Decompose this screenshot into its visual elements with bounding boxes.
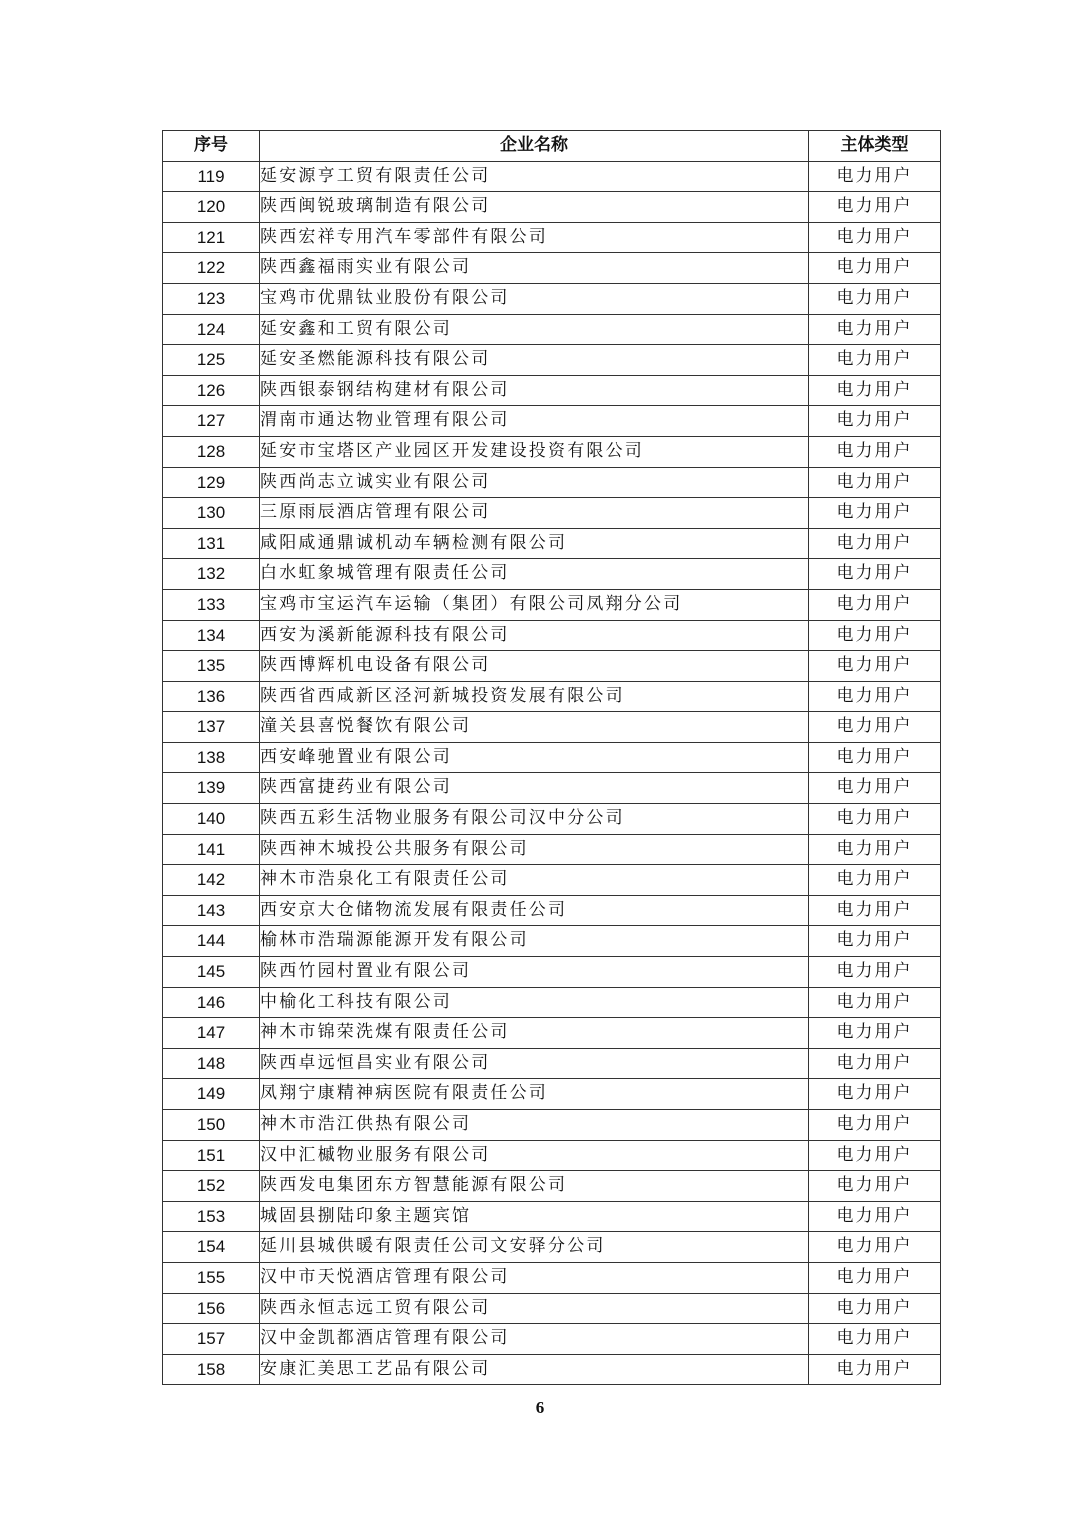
- header-seq: 序号: [163, 131, 260, 162]
- row-company-name: 陕西银泰钢结构建材有限公司: [260, 375, 809, 406]
- table-row: [163, 528, 941, 559]
- row-entity-type: 电力用户: [809, 589, 941, 620]
- row-seq: 156: [163, 1293, 260, 1324]
- row-entity-type: 电力用户: [809, 1171, 941, 1202]
- row-company-name: 城固县捌陆印象主题宾馆: [260, 1201, 809, 1232]
- row-entity-type: 电力用户: [809, 436, 941, 467]
- table-row: [163, 620, 941, 651]
- row-seq: 137: [163, 712, 260, 743]
- table-row: [163, 1354, 941, 1385]
- row-seq: 140: [163, 804, 260, 835]
- row-seq: 152: [163, 1171, 260, 1202]
- row-company-name: 咸阳咸通鼎诚机动车辆检测有限公司: [260, 528, 809, 559]
- row-company-name: 凤翔宁康精神病医院有限责任公司: [260, 1079, 809, 1110]
- row-entity-type: 电力用户: [809, 375, 941, 406]
- row-seq: 147: [163, 1018, 260, 1049]
- row-company-name: 安康汇美思工艺品有限公司: [260, 1354, 809, 1385]
- row-company-name: 陕西鑫福雨实业有限公司: [260, 253, 809, 284]
- table-row: [163, 467, 941, 498]
- table-row: [163, 651, 941, 682]
- enterprise-table: [162, 130, 941, 1385]
- row-company-name: 延安源亨工贸有限责任公司: [260, 161, 809, 192]
- row-seq: 135: [163, 651, 260, 682]
- row-entity-type: 电力用户: [809, 1140, 941, 1171]
- row-entity-type: 电力用户: [809, 1354, 941, 1385]
- row-entity-type: 电力用户: [809, 865, 941, 896]
- row-company-name: 汉中汇槭物业服务有限公司: [260, 1140, 809, 1171]
- row-company-name: 陕西博辉机电设备有限公司: [260, 651, 809, 682]
- row-entity-type: 电力用户: [809, 712, 941, 743]
- row-company-name: 渭南市通达物业管理有限公司: [260, 406, 809, 437]
- table-row: [163, 1048, 941, 1079]
- row-seq: 146: [163, 987, 260, 1018]
- table-row: [163, 436, 941, 467]
- row-entity-type: 电力用户: [809, 1018, 941, 1049]
- table-row: [163, 375, 941, 406]
- row-entity-type: 电力用户: [809, 253, 941, 284]
- table-row: [163, 1262, 941, 1293]
- row-seq: 138: [163, 742, 260, 773]
- row-entity-type: 电力用户: [809, 834, 941, 865]
- row-company-name: 宝鸡市宝运汽车运输（集团）有限公司凤翔分公司: [260, 589, 809, 620]
- row-company-name: 陕西富捷药业有限公司: [260, 773, 809, 804]
- row-company-name: 汉中金凯都酒店管理有限公司: [260, 1324, 809, 1355]
- row-entity-type: 电力用户: [809, 895, 941, 926]
- table-row: [163, 222, 941, 253]
- table-row: [163, 712, 941, 743]
- header-type: 主体类型: [809, 131, 941, 162]
- table-row: [163, 283, 941, 314]
- row-seq: 122: [163, 253, 260, 284]
- row-seq: 153: [163, 1201, 260, 1232]
- row-seq: 132: [163, 559, 260, 590]
- row-company-name: 榆林市浩瑞源能源开发有限公司: [260, 926, 809, 957]
- row-seq: 139: [163, 773, 260, 804]
- row-entity-type: 电力用户: [809, 192, 941, 223]
- table-row: [163, 773, 941, 804]
- row-seq: 129: [163, 467, 260, 498]
- row-seq: 127: [163, 406, 260, 437]
- table-row: [163, 1324, 941, 1355]
- table-row: [163, 1171, 941, 1202]
- row-company-name: 陕西竹园村置业有限公司: [260, 957, 809, 988]
- row-entity-type: 电力用户: [809, 773, 941, 804]
- row-company-name: 西安为溪新能源科技有限公司: [260, 620, 809, 651]
- row-company-name: 神木市浩泉化工有限责任公司: [260, 865, 809, 896]
- table-row: [163, 345, 941, 376]
- row-company-name: 汉中市天悦酒店管理有限公司: [260, 1262, 809, 1293]
- row-seq: 128: [163, 436, 260, 467]
- row-company-name: 陕西尚志立诚实业有限公司: [260, 467, 809, 498]
- row-seq: 155: [163, 1262, 260, 1293]
- table-row: [163, 1293, 941, 1324]
- table-row: [163, 834, 941, 865]
- row-seq: 141: [163, 834, 260, 865]
- row-company-name: 宝鸡市优鼎钛业股份有限公司: [260, 283, 809, 314]
- row-entity-type: 电力用户: [809, 161, 941, 192]
- row-seq: 134: [163, 620, 260, 651]
- row-seq: 149: [163, 1079, 260, 1110]
- table-row: [163, 804, 941, 835]
- row-seq: 142: [163, 865, 260, 896]
- table-row: [163, 895, 941, 926]
- row-company-name: 延安市宝塔区产业园区开发建设投资有限公司: [260, 436, 809, 467]
- row-seq: 136: [163, 681, 260, 712]
- row-entity-type: 电力用户: [809, 559, 941, 590]
- row-entity-type: 电力用户: [809, 957, 941, 988]
- row-seq: 120: [163, 192, 260, 223]
- table-row: [163, 253, 941, 284]
- row-seq: 157: [163, 1324, 260, 1355]
- row-company-name: 陕西闽锐玻璃制造有限公司: [260, 192, 809, 223]
- row-entity-type: 电力用户: [809, 314, 941, 345]
- row-entity-type: 电力用户: [809, 283, 941, 314]
- row-entity-type: 电力用户: [809, 1324, 941, 1355]
- row-company-name: 陕西省西咸新区泾河新城投资发展有限公司: [260, 681, 809, 712]
- row-seq: 125: [163, 345, 260, 376]
- row-company-name: 三原雨辰酒店管理有限公司: [260, 498, 809, 529]
- row-entity-type: 电力用户: [809, 1110, 941, 1141]
- table-row: [163, 1232, 941, 1263]
- row-seq: 133: [163, 589, 260, 620]
- row-company-name: 中榆化工科技有限公司: [260, 987, 809, 1018]
- row-company-name: 延安圣燃能源科技有限公司: [260, 345, 809, 376]
- table-row: [163, 498, 941, 529]
- table-row: [163, 957, 941, 988]
- row-entity-type: 电力用户: [809, 651, 941, 682]
- table-row: [163, 192, 941, 223]
- row-seq: 121: [163, 222, 260, 253]
- table-row: [163, 1110, 941, 1141]
- table-row: [163, 681, 941, 712]
- row-entity-type: 电力用户: [809, 498, 941, 529]
- table-header-row: [163, 131, 941, 162]
- row-seq: 144: [163, 926, 260, 957]
- row-entity-type: 电力用户: [809, 1079, 941, 1110]
- row-entity-type: 电力用户: [809, 406, 941, 437]
- row-company-name: 陕西神木城投公共服务有限公司: [260, 834, 809, 865]
- table-row: [163, 1079, 941, 1110]
- row-seq: 131: [163, 528, 260, 559]
- row-seq: 154: [163, 1232, 260, 1263]
- row-company-name: 陕西永恒志远工贸有限公司: [260, 1293, 809, 1324]
- row-seq: 124: [163, 314, 260, 345]
- page-number: 6: [535, 1398, 545, 1417]
- row-seq: 145: [163, 957, 260, 988]
- row-company-name: 陕西五彩生活物业服务有限公司汉中分公司: [260, 804, 809, 835]
- row-company-name: 神木市浩江供热有限公司: [260, 1110, 809, 1141]
- table-row: [163, 314, 941, 345]
- row-entity-type: 电力用户: [809, 222, 941, 253]
- table-row: [163, 1140, 941, 1171]
- row-entity-type: 电力用户: [809, 528, 941, 559]
- table-row: [163, 865, 941, 896]
- table-row: [163, 987, 941, 1018]
- row-seq: 150: [163, 1110, 260, 1141]
- table-row: [163, 1201, 941, 1232]
- table-row: [163, 559, 941, 590]
- row-company-name: 陕西卓远恒昌实业有限公司: [260, 1048, 809, 1079]
- row-seq: 119: [163, 161, 260, 192]
- row-entity-type: 电力用户: [809, 1232, 941, 1263]
- row-entity-type: 电力用户: [809, 1201, 941, 1232]
- row-entity-type: 电力用户: [809, 345, 941, 376]
- row-entity-type: 电力用户: [809, 742, 941, 773]
- row-seq: 130: [163, 498, 260, 529]
- row-seq: 151: [163, 1140, 260, 1171]
- row-company-name: 陕西宏祥专用汽车零部件有限公司: [260, 222, 809, 253]
- row-company-name: 西安京大仓储物流发展有限责任公司: [260, 895, 809, 926]
- row-company-name: 西安峰驰置业有限公司: [260, 742, 809, 773]
- row-company-name: 潼关县喜悦餐饮有限公司: [260, 712, 809, 743]
- row-seq: 148: [163, 1048, 260, 1079]
- header-name: 企业名称: [260, 131, 809, 162]
- table-row: [163, 161, 941, 192]
- row-entity-type: 电力用户: [809, 620, 941, 651]
- table-row: [163, 742, 941, 773]
- table-row: [163, 406, 941, 437]
- row-seq: 158: [163, 1354, 260, 1385]
- table-body: [163, 161, 941, 1385]
- row-seq: 143: [163, 895, 260, 926]
- table-row: [163, 589, 941, 620]
- row-company-name: 延川县城供暖有限责任公司文安驿分公司: [260, 1232, 809, 1263]
- table-row: [163, 1018, 941, 1049]
- row-company-name: 白水虹象城管理有限责任公司: [260, 559, 809, 590]
- row-company-name: 陕西发电集团东方智慧能源有限公司: [260, 1171, 809, 1202]
- row-entity-type: 电力用户: [809, 1048, 941, 1079]
- row-entity-type: 电力用户: [809, 1262, 941, 1293]
- row-seq: 126: [163, 375, 260, 406]
- row-entity-type: 电力用户: [809, 467, 941, 498]
- row-company-name: 延安鑫和工贸有限公司: [260, 314, 809, 345]
- table-row: [163, 926, 941, 957]
- row-seq: 123: [163, 283, 260, 314]
- row-company-name: 神木市锦荣洗煤有限责任公司: [260, 1018, 809, 1049]
- row-entity-type: 电力用户: [809, 681, 941, 712]
- row-entity-type: 电力用户: [809, 926, 941, 957]
- row-entity-type: 电力用户: [809, 804, 941, 835]
- row-entity-type: 电力用户: [809, 987, 941, 1018]
- row-entity-type: 电力用户: [809, 1293, 941, 1324]
